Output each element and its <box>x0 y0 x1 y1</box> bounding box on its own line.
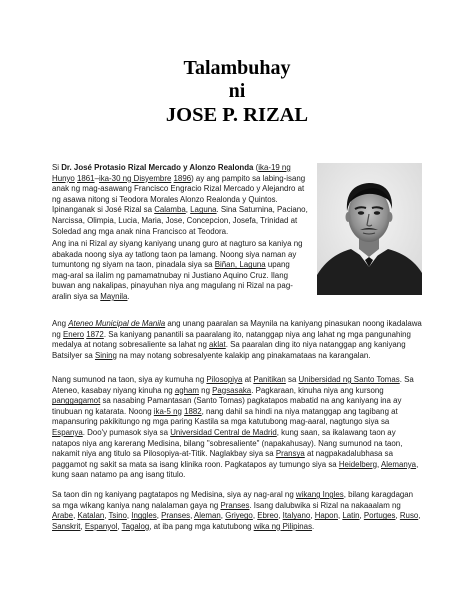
link[interactable]: Ateneo Municipal de Manila <box>68 319 166 328</box>
link[interactable]: Heidelberg <box>338 459 378 469</box>
text-run: ) ay ang pampito sa labing-isang anak ng mag-asawang Francisco Engracio Rizal Mercado y Alejandro at ng asawa nitong si Teodora Morales Alonzo Realonda y Quintos. Ipinanganak si José Rizal sa <box>52 173 306 215</box>
link[interactable]: ika-5 ng <box>153 406 182 416</box>
link[interactable]: ika-30 ng Disyembre <box>98 173 172 183</box>
link[interactable]: Enero <box>62 329 85 339</box>
link[interactable]: ika-19 ng Hunyo <box>52 163 291 183</box>
link[interactable]: 1861 <box>77 173 95 183</box>
link[interactable]: agham <box>174 385 199 395</box>
link[interactable]: Laguna <box>190 205 217 215</box>
link[interactable]: Maynila <box>100 291 128 301</box>
paragraph-4 <box>52 375 422 481</box>
text-run: ng <box>198 385 213 395</box>
link[interactable]: Espanyol <box>84 521 118 531</box>
text-run: , <box>377 459 381 469</box>
link[interactable]: Alemanya <box>380 459 417 469</box>
text-run: , kung saan natamo pa ang isang titulo. <box>52 459 419 480</box>
link[interactable]: 1872 <box>86 329 104 339</box>
link[interactable]: Pranses <box>161 511 191 521</box>
text-run: Nang sumunod na taon, siya ay kumuha ng <box>52 375 207 384</box>
link[interactable]: Pranses <box>220 500 250 510</box>
text-run: . Sa Ateneo, kasabay niyang kinuha ng <box>52 375 414 395</box>
text-run: . Sa paaralan ding ito niya natanggap ang kaniyang Batsilyer sa <box>52 340 406 360</box>
link[interactable]: Espanya <box>52 427 83 437</box>
text-run: , <box>126 511 132 521</box>
text-run: , <box>80 521 85 531</box>
jose-rizal-portrait <box>317 163 422 295</box>
text-run: – <box>94 173 99 183</box>
link[interactable]: Pransya <box>275 449 305 459</box>
paragraph-5 <box>52 490 422 532</box>
link[interactable]: Biñan, Laguna <box>214 260 266 270</box>
link[interactable]: panggagamot <box>52 396 101 406</box>
text-run: , <box>310 511 315 521</box>
text-run: ang unang paaralan sa Maynila na kaniyang pinasukan noong ikadalawa ng <box>52 319 422 339</box>
text-run: . <box>127 291 130 301</box>
text-run: . Pagkaraan, kinuha niya ang kursong <box>251 385 384 395</box>
bold-name: Dr. José Protasio Rizal Mercado y Alonzo Realonda <box>61 163 254 172</box>
link[interactable]: Ebreo <box>257 511 279 521</box>
link[interactable]: Portuges <box>363 511 396 521</box>
link[interactable]: Inggles <box>131 511 157 521</box>
text-run: sa nasabing Pamantasan (Santo Tomas) pagkatapos mabatid na ang kaniyang ina ay tinubuan ng katarata. Noong <box>52 396 402 416</box>
link[interactable]: aklat <box>209 340 226 350</box>
text-run: , <box>156 511 162 521</box>
text-run: Si <box>52 163 62 172</box>
link[interactable]: Pagsasaka <box>212 385 252 395</box>
text-run: ( <box>253 163 259 172</box>
text-run: , at iba pang mga katutubong <box>149 521 254 531</box>
paragraph-1 <box>52 163 308 237</box>
link[interactable]: Arabe <box>52 511 74 521</box>
link[interactable]: Ruso <box>399 511 419 521</box>
link[interactable]: wikang Ingles <box>295 490 344 499</box>
document-title-line1: Talambuhay <box>183 57 291 79</box>
document-title-line2: ni <box>228 80 246 102</box>
link[interactable]: Latin <box>342 511 360 521</box>
link[interactable]: wika ng Pilipinas <box>253 521 313 531</box>
text-run: , kung saan, sa ikalawang taon ay natapos niya ang karerang Medisina, bilang "sobresaliente" (napakahusay). Nang sumunod na taon, nakamit niya ang titulo sa Pilosopiya-at-Titik. Naglakbay siya sa <box>52 427 403 459</box>
text-run: , <box>220 511 226 521</box>
link[interactable]: Unibersidad ng Santo Tomas <box>298 375 400 384</box>
text-run: , <box>104 511 109 521</box>
link[interactable]: Italyano <box>282 511 311 521</box>
paragraph-3 <box>52 319 422 361</box>
link[interactable]: 1882 <box>184 406 202 416</box>
document-title-line3: JOSE P. RIZAL <box>165 104 309 126</box>
link[interactable]: Sining <box>94 350 117 360</box>
text-run: , <box>117 521 122 531</box>
link[interactable]: Pilosopiya <box>206 375 243 384</box>
text-run: . Isang dalubwika si Rizal na nakaaalam ng <box>249 500 401 510</box>
link[interactable]: Aleman <box>194 511 221 521</box>
link[interactable]: Panitikan <box>253 375 286 384</box>
link[interactable]: Calamba <box>154 205 186 215</box>
text-run: Ang ina ni Rizal ay siyang kaniyang unang guro at nagturo sa kaniya ng abakada noong siya ay tatlong taon pa lamang. Noong siya naman ay tumuntong ng siyam na taon, pinadala siya sa <box>52 239 303 270</box>
text-run: , <box>359 511 364 521</box>
paragraph-2 <box>52 239 308 303</box>
text-run: at nagpakadalubhasa sa paggamot ng sakit sa mata sa isang klinika roon. Pagkatapos ay tumungo siya sa <box>52 449 393 469</box>
text-run: Ang <box>52 319 69 328</box>
text-run: . <box>312 521 315 531</box>
text-run: . Sina Saturnina, Paciano, Narcissa, Olimpia, Lucia, Maria, Jose, Concepcion, Josefa, Trinidad at Soledad ang mga anak nina Francisco at Teodora. <box>52 205 308 236</box>
text-run: , <box>252 511 258 521</box>
text-run: Sa taon din ng kaniyang pagtatapos ng Medisina, siya ay nag-aral ng <box>52 490 296 499</box>
text-run: , bilang karagdagan sa mga wikang kaniya nang nalalaman gaya ng <box>52 490 414 510</box>
text-run: , <box>73 511 78 521</box>
text-run: . Doo'y pumasok siya sa <box>82 427 171 437</box>
link[interactable]: Hapon <box>314 511 338 521</box>
text-run: , <box>337 511 343 521</box>
text-run: , nang dahil sa hindi na niya matanggap ang tagibang at mapansuring pakikitungo ng mga paring Kastila sa mga katutubong mag-aaral, nagtungo siya sa <box>52 406 398 427</box>
link[interactable]: 1896 <box>173 173 192 183</box>
link[interactable]: Universidad Central de Madrid <box>170 427 277 437</box>
text-run: na may notang sobresalyente kalakip ang pinakamataas na karangalan. <box>116 350 371 360</box>
text-run: , <box>185 205 191 215</box>
link[interactable]: Sanskrit <box>52 521 81 531</box>
text-run: , <box>418 511 421 521</box>
text-run: upang mag-aral sa ilalim ng pamamatnubay ni Justiano Aquino Cruz. Ilang buwan ang nakalipas, pinayuhan niya ang magulang ni Rizal na pag-aralin siya sa <box>52 260 293 301</box>
link[interactable]: Tagalog <box>121 521 150 531</box>
link[interactable]: Griyego <box>225 511 253 521</box>
text-run: , <box>190 511 195 521</box>
text-run: at <box>242 375 254 384</box>
link[interactable]: Tsino <box>108 511 127 521</box>
text-run: sa <box>285 375 299 384</box>
link[interactable]: Katalan <box>77 511 105 521</box>
text-run: . Sa kaniyang panantili sa paaralang ito, natanggap niya ang lahat ng mga pangunahing medalya at notang sobresaliente sa lahat ng <box>52 329 411 350</box>
text-run: , <box>278 511 283 521</box>
text-run: , <box>395 511 400 521</box>
